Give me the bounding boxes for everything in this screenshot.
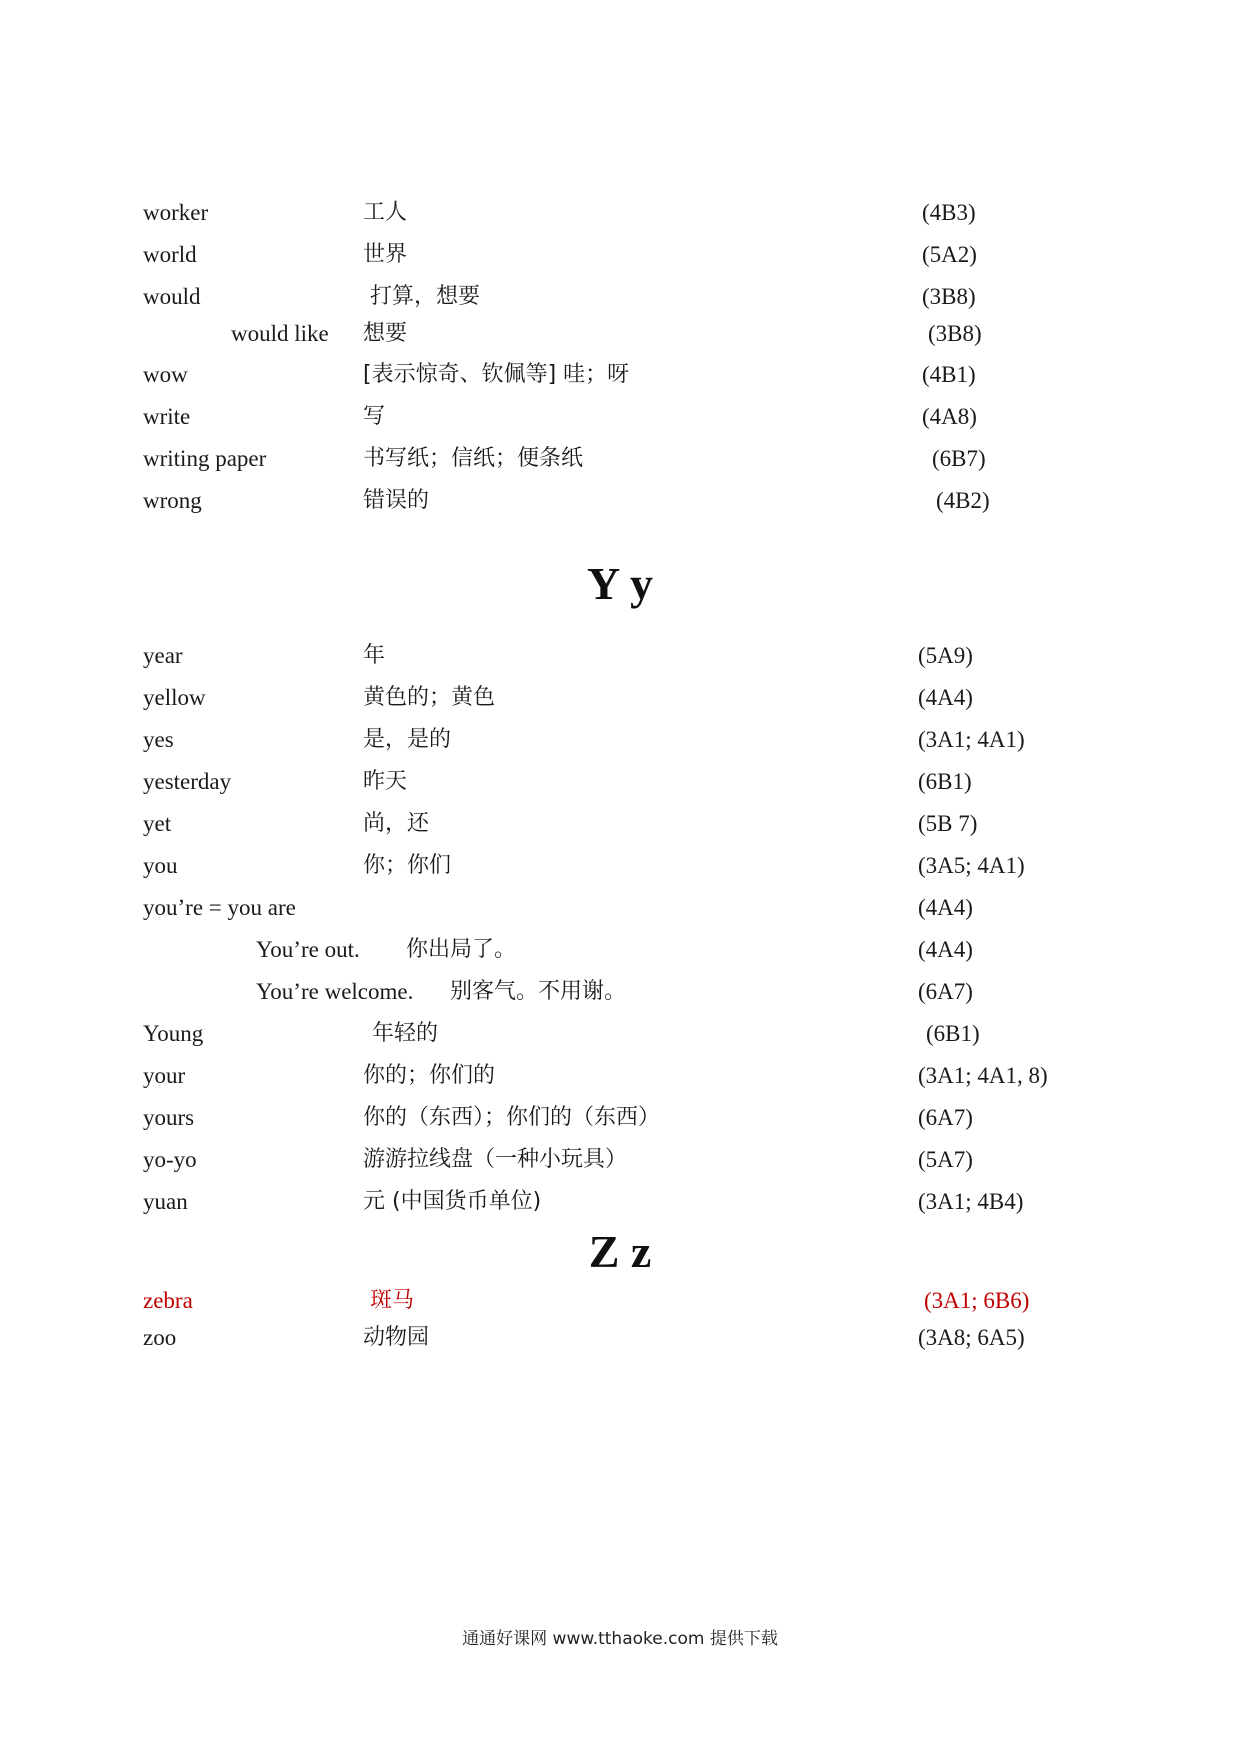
entry-meaning: [表示惊奇、钦佩等] 哇；呀 [363, 362, 630, 387]
entry-ref: (4B2) [936, 488, 990, 513]
entry-meaning: 元 (中国货币单位) [363, 1189, 542, 1214]
entry-row [0, 764, 1240, 800]
entry-ref: (6A7) [918, 979, 973, 1004]
entry-meaning: 世界 [363, 242, 408, 267]
entry-ref: (3A1; 6B6) [924, 1288, 1030, 1313]
entry-meaning: 写 [363, 404, 386, 429]
entry-word: would like [231, 321, 329, 346]
entry-phrase: You’re welcome. [256, 979, 414, 1004]
entry-meaning: 你的（东西）；你们的（东西） [363, 1105, 661, 1130]
entry-ref: (3A8; 6A5) [918, 1325, 1025, 1350]
entry-word: yuan [143, 1189, 188, 1214]
entry-word: write [143, 404, 191, 429]
entry-row [0, 722, 1240, 758]
entry-meaning: 年轻的 [372, 1021, 439, 1046]
entry-row [0, 1184, 1240, 1220]
entry-word: yours [143, 1105, 195, 1130]
entry-row [0, 638, 1240, 674]
entry-word: you’re = you are [143, 895, 296, 920]
entry-word: world [143, 242, 197, 267]
entry-meaning: 是，是的 [363, 727, 452, 752]
entry-word: yesterday [143, 769, 232, 794]
entry-word: you [143, 853, 178, 878]
entry-meaning: 想要 [363, 321, 408, 346]
entry-row [0, 1100, 1240, 1136]
entry-meaning: 打算，想要 [370, 284, 481, 309]
entry-ref: (3B8) [922, 284, 976, 309]
entry-meaning: 年 [363, 643, 386, 668]
entry-row [0, 316, 1240, 352]
page-footer: 通通好课网 www.tthaoke.com 提供下载 [462, 1629, 778, 1649]
entry-meaning: 你的；你们的 [363, 1063, 496, 1088]
entry-word: zebra [143, 1288, 193, 1313]
entry-row [0, 441, 1240, 477]
entry-word: writing paper [143, 446, 267, 471]
entry-word: yes [143, 727, 174, 752]
entry-row [0, 1142, 1240, 1178]
entry-row [0, 680, 1240, 716]
entry-ref: (4B3) [922, 200, 976, 225]
entry-word: yo-yo [143, 1147, 197, 1172]
entry-word: year [143, 643, 183, 668]
entry-ref: (5A7) [918, 1147, 973, 1172]
entry-row [0, 1016, 1240, 1052]
entry-word: zoo [143, 1325, 177, 1350]
entry-ref: (6A7) [918, 1105, 973, 1130]
entry-meaning: 书写纸；信纸；便条纸 [363, 446, 584, 471]
entry-meaning: 斑马 [370, 1288, 415, 1313]
section-heading-y: Y y [586, 558, 653, 609]
section-heading-z: Z z [588, 1226, 652, 1277]
entry-meaning: 昨天 [363, 769, 408, 794]
entry-row [0, 806, 1240, 842]
entry-ref: (4A4) [918, 685, 973, 710]
entry-ref: (4B1) [922, 362, 976, 387]
entry-row [0, 848, 1240, 884]
entry-meaning: 黄色的；黄色 [363, 685, 496, 710]
entry-word: wow [143, 362, 188, 387]
entry-phrase: You’re out. [256, 937, 360, 962]
entry-meaning: 你；你们 [363, 853, 452, 878]
entry-ref: (4A8) [922, 404, 977, 429]
entry-ref: (6B1) [918, 769, 972, 794]
entry-ref: (3B8) [928, 321, 982, 346]
entry-word: yet [143, 811, 172, 836]
entry-row [0, 1320, 1240, 1356]
entry-row [0, 932, 1240, 968]
entry-row [0, 483, 1240, 519]
entry-word: would [143, 284, 201, 309]
entry-ref: (5B 7) [918, 811, 978, 836]
entry-ref: (3A1; 4B4) [918, 1189, 1024, 1214]
entry-row [0, 357, 1240, 393]
entry-ref: (6B7) [932, 446, 986, 471]
entry-row-highlighted [0, 1283, 1240, 1319]
entry-meaning: 别客气。不用谢。 [450, 979, 627, 1004]
entry-row [0, 279, 1240, 315]
entry-row [0, 974, 1240, 1010]
entry-meaning: 工人 [363, 200, 408, 225]
entry-ref: (5A2) [922, 242, 977, 267]
entry-row [0, 237, 1240, 273]
entry-ref: (3A5; 4A1) [918, 853, 1025, 878]
entry-word: worker [143, 200, 209, 225]
entry-ref: (4A4) [918, 895, 973, 920]
entry-meaning: 错误的 [363, 488, 430, 513]
entry-row [0, 1058, 1240, 1094]
entry-word: your [143, 1063, 186, 1088]
entry-row [0, 399, 1240, 435]
entry-meaning: 尚，还 [363, 811, 430, 836]
entry-word: Young [143, 1021, 204, 1046]
entry-ref: (4A4) [918, 937, 973, 962]
entry-meaning: 你出局了。 [406, 937, 517, 962]
entry-row [0, 890, 1240, 926]
entry-meaning: 游游拉线盘（一种小玩具） [363, 1147, 628, 1172]
entry-ref: (6B1) [926, 1021, 980, 1046]
entry-word: yellow [143, 685, 206, 710]
entry-ref: (5A9) [918, 643, 973, 668]
entry-word: wrong [143, 488, 202, 513]
entry-ref: (3A1; 4A1) [918, 727, 1025, 752]
entry-row [0, 195, 1240, 231]
entry-meaning: 动物园 [363, 1325, 430, 1350]
entry-ref: (3A1; 4A1, 8) [918, 1063, 1048, 1088]
